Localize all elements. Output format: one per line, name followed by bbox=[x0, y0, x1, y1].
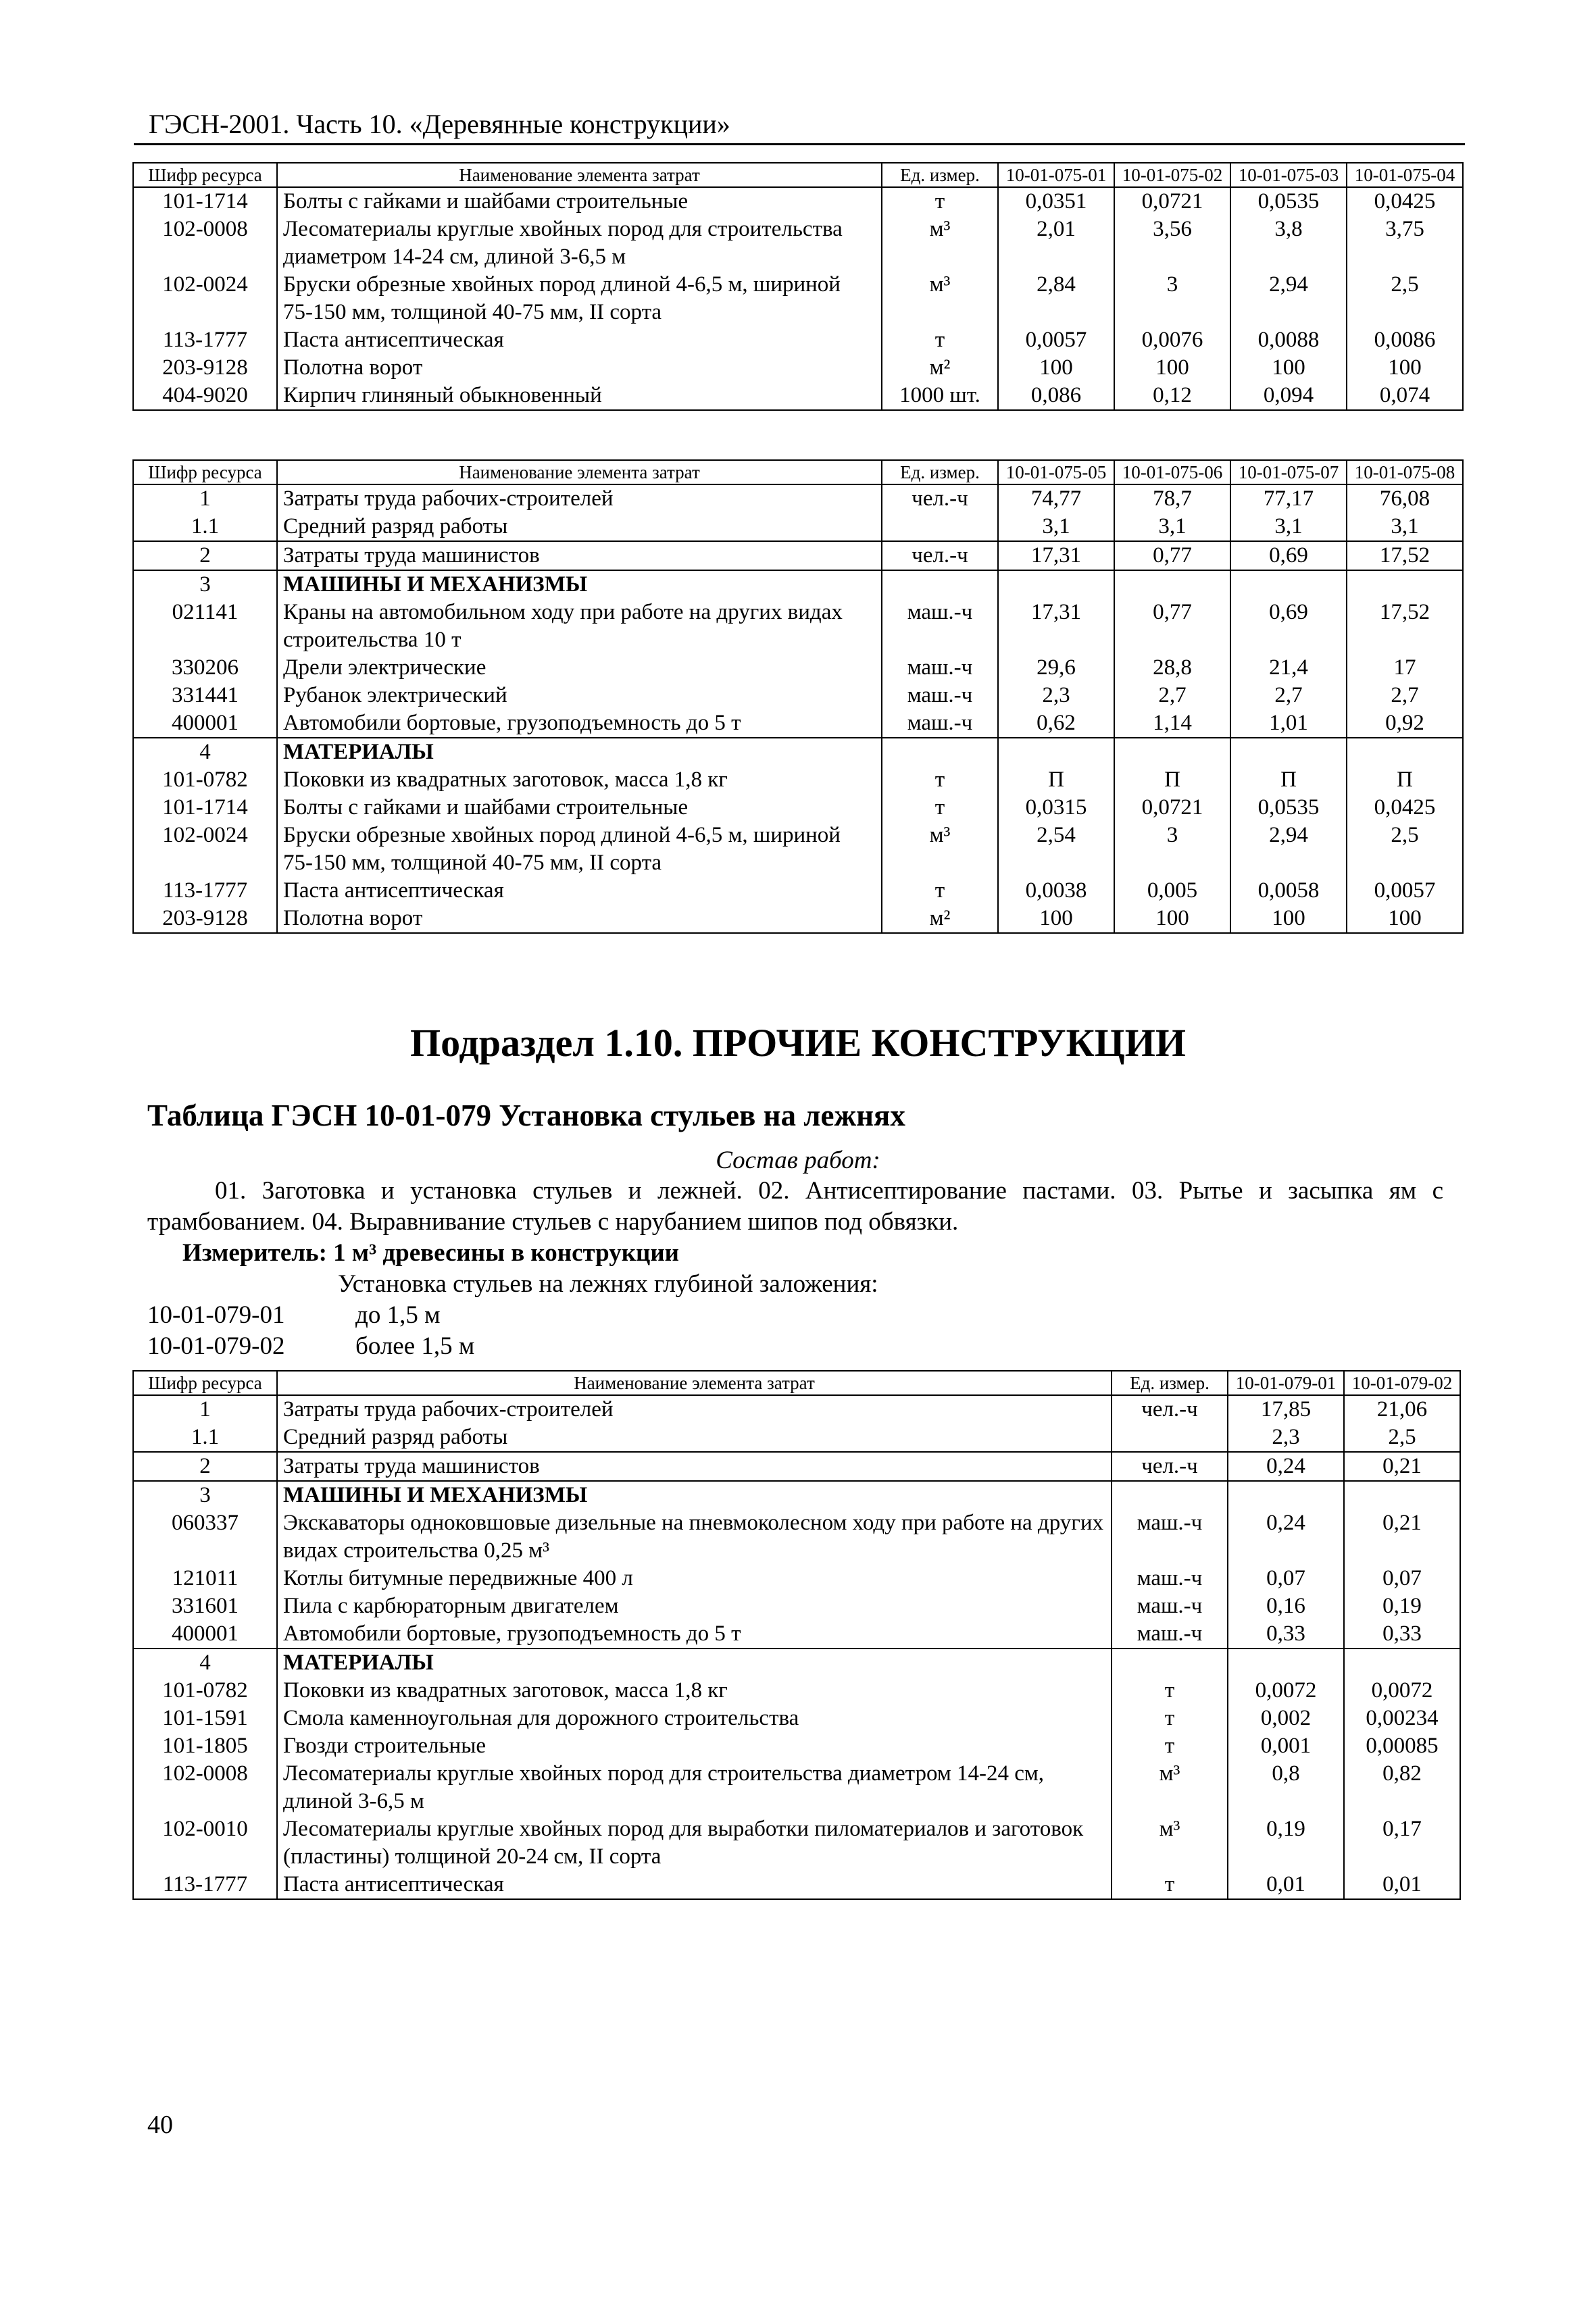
row-value: 2,7 bbox=[1230, 682, 1347, 709]
row-value: 17,31 bbox=[998, 599, 1114, 654]
table-row bbox=[133, 326, 1463, 354]
row-value: 2,94 bbox=[1230, 271, 1347, 326]
row-unit: м³ bbox=[882, 271, 998, 326]
row-name: МАШИНЫ И МЕХАНИЗМЫ bbox=[277, 570, 882, 599]
row-code: 060337 bbox=[133, 1509, 277, 1565]
row-code: 101-0782 bbox=[133, 1677, 277, 1705]
row-value: 0,12 bbox=[1114, 382, 1230, 410]
row-value: 76,08 bbox=[1347, 484, 1463, 513]
row-value: 0,0058 bbox=[1230, 877, 1347, 905]
table-row bbox=[133, 905, 1463, 933]
table-row bbox=[133, 354, 1463, 382]
row-value: 2,5 bbox=[1347, 271, 1463, 326]
row-value: П bbox=[1230, 766, 1347, 794]
row-code: 101-1714 bbox=[133, 794, 277, 822]
row-code: 331601 bbox=[133, 1592, 277, 1620]
row-code: 1 bbox=[133, 484, 277, 513]
row-value: 0,69 bbox=[1230, 541, 1347, 570]
row-code: 4 bbox=[133, 1649, 277, 1677]
row-name: Краны на автомобильном ходу при работе на других видах строительства 10 т bbox=[277, 599, 882, 654]
row-code: 330206 bbox=[133, 654, 277, 682]
table-row bbox=[133, 1732, 1460, 1760]
row-unit: т bbox=[882, 794, 998, 822]
row-value: 0,0086 bbox=[1347, 326, 1463, 354]
row-value: 0,0535 bbox=[1230, 187, 1347, 216]
row-code: 4 bbox=[133, 738, 277, 766]
table-row bbox=[133, 822, 1463, 877]
row-code: 021141 bbox=[133, 599, 277, 654]
row-name: Средний разряд работы bbox=[277, 1424, 1112, 1452]
row-value: 0,77 bbox=[1114, 541, 1230, 570]
row-name: Поковки из квадратных заготовок, масса 1,8 кг bbox=[277, 766, 882, 794]
row-value: 0,002 bbox=[1228, 1705, 1344, 1732]
row-value: 100 bbox=[1114, 354, 1230, 382]
table-row bbox=[133, 794, 1463, 822]
row-code: 2 bbox=[133, 541, 277, 570]
header-col: 10-01-075-04 bbox=[1347, 163, 1463, 187]
header-col: 10-01-075-01 bbox=[998, 163, 1114, 187]
table-row bbox=[133, 766, 1463, 794]
row-value: 0,0315 bbox=[998, 794, 1114, 822]
variant-code: 10-01-079-02 bbox=[147, 1332, 285, 1360]
row-name: Гвозди строительные bbox=[277, 1732, 1112, 1760]
row-value: 0,07 bbox=[1344, 1565, 1460, 1592]
row-value bbox=[1230, 570, 1347, 599]
table-row bbox=[133, 1649, 1460, 1677]
row-value bbox=[1228, 1649, 1344, 1677]
row-name: Полотна ворот bbox=[277, 354, 882, 382]
row-value: 0,07 bbox=[1228, 1565, 1344, 1592]
row-name: Кирпич глиняный обыкновенный bbox=[277, 382, 882, 410]
row-value: 0,086 bbox=[998, 382, 1114, 410]
header-col: 10-01-079-01 bbox=[1228, 1371, 1344, 1395]
row-value: 2,7 bbox=[1114, 682, 1230, 709]
row-name: Затраты труда рабочих-строителей bbox=[277, 1395, 1112, 1424]
header-code: Шифр ресурса bbox=[133, 163, 277, 187]
running-head: ГЭСН-2001. Часть 10. «Деревянные конструкции» bbox=[149, 109, 730, 139]
row-name: Болты с гайками и шайбами строительные bbox=[277, 187, 882, 216]
row-value: 0,094 bbox=[1230, 382, 1347, 410]
section-title: Подраздел 1.10. ПРОЧИЕ КОНСТРУКЦИИ bbox=[409, 1021, 1187, 1065]
variant-desc: более 1,5 м bbox=[355, 1332, 475, 1360]
row-value: 0,0425 bbox=[1347, 794, 1463, 822]
row-value: 17,52 bbox=[1347, 599, 1463, 654]
table-row bbox=[133, 599, 1463, 654]
row-value: 3,8 bbox=[1230, 216, 1347, 271]
row-name: Лесоматериалы круглые хвойных пород для строительства диаметром 14-24 см, длиной 3-6,5 м bbox=[277, 216, 882, 271]
row-value: 17,85 bbox=[1228, 1395, 1344, 1424]
row-code: 331441 bbox=[133, 682, 277, 709]
row-name: Затраты труда рабочих-строителей bbox=[277, 484, 882, 513]
row-name: Экскаваторы одноковшовые дизельные на пневмоколесном ходу при работе на других видах строительства 0,25 м³ bbox=[277, 1509, 1112, 1565]
header-unit: Ед. измер. bbox=[1112, 1371, 1228, 1395]
row-unit: м³ bbox=[1112, 1815, 1228, 1871]
header-col: 10-01-075-08 bbox=[1347, 460, 1463, 484]
row-value: 0,074 bbox=[1347, 382, 1463, 410]
row-value: 3,1 bbox=[1347, 513, 1463, 541]
row-name: МАТЕРИАЛЫ bbox=[277, 1649, 1112, 1677]
row-code: 400001 bbox=[133, 709, 277, 738]
table-row bbox=[133, 738, 1463, 766]
row-name: Бруски обрезные хвойных пород длиной 4-6,5 м, шириной 75-150 мм, толщиной 40-75 мм, II сорта bbox=[277, 271, 882, 326]
row-unit bbox=[882, 570, 998, 599]
row-value: 0,8 bbox=[1228, 1760, 1344, 1815]
row-unit: т bbox=[1112, 1705, 1228, 1732]
row-unit: маш.-ч bbox=[1112, 1509, 1228, 1565]
row-name: Поковки из квадратных заготовок, масса 1,8 кг bbox=[277, 1677, 1112, 1705]
row-value: 100 bbox=[1230, 905, 1347, 933]
row-value: 2,5 bbox=[1347, 822, 1463, 877]
header-col: 10-01-075-05 bbox=[998, 460, 1114, 484]
row-code: 113-1777 bbox=[133, 326, 277, 354]
row-unit: т bbox=[882, 766, 998, 794]
row-value: П bbox=[1347, 766, 1463, 794]
header-name: Наименование элемента затрат bbox=[277, 1371, 1112, 1395]
row-unit: м² bbox=[882, 905, 998, 933]
row-unit: т bbox=[1112, 1871, 1228, 1899]
row-code: 102-0010 bbox=[133, 1815, 277, 1871]
row-value: 2,84 bbox=[998, 271, 1114, 326]
row-name: Дрели электрические bbox=[277, 654, 882, 682]
header-col: 10-01-075-03 bbox=[1230, 163, 1347, 187]
row-value: 17 bbox=[1347, 654, 1463, 682]
row-value bbox=[1347, 570, 1463, 599]
table-row bbox=[133, 1424, 1460, 1452]
header-unit: Ед. измер. bbox=[882, 163, 998, 187]
row-value bbox=[998, 570, 1114, 599]
variant-code: 10-01-079-01 bbox=[147, 1301, 285, 1329]
row-unit bbox=[1112, 1481, 1228, 1509]
row-value: 100 bbox=[1114, 905, 1230, 933]
table-row bbox=[133, 709, 1463, 738]
row-value: 0,24 bbox=[1228, 1452, 1344, 1481]
row-value: 0,0057 bbox=[1347, 877, 1463, 905]
row-value: 0,33 bbox=[1228, 1620, 1344, 1649]
row-name: Автомобили бортовые, грузоподъемность до 5 т bbox=[277, 1620, 1112, 1649]
row-value: 2,3 bbox=[1228, 1424, 1344, 1452]
table-row bbox=[133, 271, 1463, 326]
table-row bbox=[133, 1815, 1460, 1871]
table-row bbox=[133, 570, 1463, 599]
row-value: 0,21 bbox=[1344, 1452, 1460, 1481]
row-value bbox=[1114, 738, 1230, 766]
row-value: 0,0072 bbox=[1344, 1677, 1460, 1705]
row-unit: т bbox=[882, 187, 998, 216]
row-value: 0,82 bbox=[1344, 1760, 1460, 1815]
row-value: 3 bbox=[1114, 822, 1230, 877]
header-code: Шифр ресурса bbox=[133, 1371, 277, 1395]
row-value: 78,7 bbox=[1114, 484, 1230, 513]
table-row bbox=[133, 187, 1463, 216]
table-row bbox=[133, 1760, 1460, 1815]
table-row bbox=[133, 654, 1463, 682]
row-code: 203-9128 bbox=[133, 905, 277, 933]
row-unit: чел.-ч bbox=[1112, 1452, 1228, 1481]
table-10-01-075-part1 bbox=[132, 162, 1464, 411]
table-row bbox=[133, 1871, 1460, 1899]
table-row bbox=[133, 1481, 1460, 1509]
table-row bbox=[133, 1509, 1460, 1565]
header-name: Наименование элемента затрат bbox=[277, 460, 882, 484]
row-unit bbox=[882, 738, 998, 766]
header-code: Шифр ресурса bbox=[133, 460, 277, 484]
table-row bbox=[133, 382, 1463, 410]
table-row bbox=[133, 1452, 1460, 1481]
row-name: Паста антисептическая bbox=[277, 326, 882, 354]
row-name: Паста антисептическая bbox=[277, 1871, 1112, 1899]
row-value bbox=[1344, 1481, 1460, 1509]
row-value: 1,01 bbox=[1230, 709, 1347, 738]
row-name: Затраты труда машинистов bbox=[277, 1452, 1112, 1481]
row-unit bbox=[1112, 1424, 1228, 1452]
row-code: 1 bbox=[133, 1395, 277, 1424]
table-10-01-075-part2 bbox=[132, 459, 1464, 934]
row-value: 0,0425 bbox=[1347, 187, 1463, 216]
header-col: 10-01-075-06 bbox=[1114, 460, 1230, 484]
row-code: 102-0008 bbox=[133, 216, 277, 271]
row-unit: чел.-ч bbox=[882, 541, 998, 570]
header-rule bbox=[134, 143, 1465, 145]
variant-desc: до 1,5 м bbox=[355, 1301, 441, 1329]
table-row bbox=[133, 682, 1463, 709]
table-row bbox=[133, 216, 1463, 271]
row-name: Смола каменноугольная для дорожного строительства bbox=[277, 1705, 1112, 1732]
row-code: 113-1777 bbox=[133, 877, 277, 905]
install-text: Установка стульев на лежнях глубиной заложения: bbox=[338, 1270, 878, 1298]
row-value: 17,52 bbox=[1347, 541, 1463, 570]
row-value: 29,6 bbox=[998, 654, 1114, 682]
row-name: Рубанок электрический bbox=[277, 682, 882, 709]
row-value: 3,75 bbox=[1347, 216, 1463, 271]
row-value: 0,0721 bbox=[1114, 794, 1230, 822]
row-code: 404-9020 bbox=[133, 382, 277, 410]
row-value: 0,17 bbox=[1344, 1815, 1460, 1871]
table-row bbox=[133, 877, 1463, 905]
row-value bbox=[998, 738, 1114, 766]
row-value: 74,77 bbox=[998, 484, 1114, 513]
row-value: 0,0721 bbox=[1114, 187, 1230, 216]
page-number: 40 bbox=[147, 2111, 173, 2139]
row-unit: м³ bbox=[882, 822, 998, 877]
table-row bbox=[133, 1620, 1460, 1649]
row-name: Пила с карбюраторным двигателем bbox=[277, 1592, 1112, 1620]
row-value: 0,0088 bbox=[1230, 326, 1347, 354]
table-row bbox=[133, 484, 1463, 513]
row-value: 0,62 bbox=[998, 709, 1114, 738]
row-code: 101-1714 bbox=[133, 187, 277, 216]
row-unit: 1000 шт. bbox=[882, 382, 998, 410]
row-code: 3 bbox=[133, 570, 277, 599]
row-code: 102-0008 bbox=[133, 1760, 277, 1815]
row-value: 0,01 bbox=[1344, 1871, 1460, 1899]
row-unit: маш.-ч bbox=[882, 682, 998, 709]
header-col: 10-01-075-02 bbox=[1114, 163, 1230, 187]
row-value: 0,77 bbox=[1114, 599, 1230, 654]
row-value: 0,16 bbox=[1228, 1592, 1344, 1620]
row-value: 0,00085 bbox=[1344, 1732, 1460, 1760]
row-code: 203-9128 bbox=[133, 354, 277, 382]
row-unit bbox=[1112, 1649, 1228, 1677]
row-unit: м³ bbox=[1112, 1760, 1228, 1815]
row-code: 121011 bbox=[133, 1565, 277, 1592]
row-name: МАШИНЫ И МЕХАНИЗМЫ bbox=[277, 1481, 1112, 1509]
row-unit: м³ bbox=[882, 216, 998, 271]
row-unit: маш.-ч bbox=[882, 599, 998, 654]
row-value: 100 bbox=[1347, 905, 1463, 933]
row-value: 0,33 bbox=[1344, 1620, 1460, 1649]
row-code: 102-0024 bbox=[133, 822, 277, 877]
row-code: 102-0024 bbox=[133, 271, 277, 326]
row-value: П bbox=[1114, 766, 1230, 794]
row-name: Лесоматериалы круглые хвойных пород для выработки пиломатериалов и заготовок (пластины) толщиной 20-24 см, II сорта bbox=[277, 1815, 1112, 1871]
row-value: 100 bbox=[998, 905, 1114, 933]
row-value: 17,31 bbox=[998, 541, 1114, 570]
row-value: 0,69 bbox=[1230, 599, 1347, 654]
row-unit: т bbox=[1112, 1677, 1228, 1705]
meter: Измеритель: 1 м³ древесины в конструкции bbox=[182, 1239, 679, 1267]
row-unit: м² bbox=[882, 354, 998, 382]
row-value: 0,21 bbox=[1344, 1509, 1460, 1565]
row-value: 3,56 bbox=[1114, 216, 1230, 271]
table-row bbox=[133, 541, 1463, 570]
row-value: 0,0076 bbox=[1114, 326, 1230, 354]
row-unit: т bbox=[882, 877, 998, 905]
row-value: 21,06 bbox=[1344, 1395, 1460, 1424]
row-unit bbox=[882, 513, 998, 541]
row-value: 3 bbox=[1114, 271, 1230, 326]
row-value: 0,0038 bbox=[998, 877, 1114, 905]
row-unit: маш.-ч bbox=[882, 654, 998, 682]
row-unit: т bbox=[882, 326, 998, 354]
row-value: 0,0351 bbox=[998, 187, 1114, 216]
row-value: 3,1 bbox=[998, 513, 1114, 541]
row-name: МАТЕРИАЛЫ bbox=[277, 738, 882, 766]
row-value: 2,7 bbox=[1347, 682, 1463, 709]
row-code: 3 bbox=[133, 1481, 277, 1509]
row-code: 101-1805 bbox=[133, 1732, 277, 1760]
row-value bbox=[1344, 1649, 1460, 1677]
row-value bbox=[1114, 570, 1230, 599]
row-code: 1.1 bbox=[133, 513, 277, 541]
row-code: 101-0782 bbox=[133, 766, 277, 794]
row-code: 101-1591 bbox=[133, 1705, 277, 1732]
row-name: Котлы битумные передвижные 400 л bbox=[277, 1565, 1112, 1592]
row-value: 2,3 bbox=[998, 682, 1114, 709]
row-value: 100 bbox=[1230, 354, 1347, 382]
row-unit: маш.-ч bbox=[882, 709, 998, 738]
row-value: П bbox=[998, 766, 1114, 794]
row-value bbox=[1230, 738, 1347, 766]
row-name: Автомобили бортовые, грузоподъемность до 5 т bbox=[277, 709, 882, 738]
table-10-01-079 bbox=[132, 1370, 1461, 1900]
row-value: 0,00234 bbox=[1344, 1705, 1460, 1732]
row-value: 0,0535 bbox=[1230, 794, 1347, 822]
works-heading: Состав работ: bbox=[716, 1147, 880, 1174]
row-value: 28,8 bbox=[1114, 654, 1230, 682]
row-unit: т bbox=[1112, 1732, 1228, 1760]
row-value: 0,01 bbox=[1228, 1871, 1344, 1899]
row-unit: маш.-ч bbox=[1112, 1565, 1228, 1592]
row-value bbox=[1228, 1481, 1344, 1509]
row-unit: маш.-ч bbox=[1112, 1592, 1228, 1620]
row-value: 21,4 bbox=[1230, 654, 1347, 682]
table-row bbox=[133, 1705, 1460, 1732]
table-row bbox=[133, 1565, 1460, 1592]
table-row bbox=[133, 1395, 1460, 1424]
row-name: Затраты труда машинистов bbox=[277, 541, 882, 570]
row-value: 2,54 bbox=[998, 822, 1114, 877]
row-value: 0,0057 bbox=[998, 326, 1114, 354]
row-value: 1,14 bbox=[1114, 709, 1230, 738]
table-row bbox=[133, 513, 1463, 541]
row-name: Полотна ворот bbox=[277, 905, 882, 933]
row-name: Лесоматериалы круглые хвойных пород для строительства диаметром 14-24 см, длиной 3-6,5 м bbox=[277, 1760, 1112, 1815]
works-text: 01. Заготовка и установка стульев и лежней. 02. Антисептирование пастами. 03. Рытье и засыпка ям с трамбованием. 04. Выравнивание стульев с нарубанием шипов под обвязки. bbox=[147, 1177, 1443, 1236]
header-name: Наименование элемента затрат bbox=[277, 163, 882, 187]
row-value: 2,94 bbox=[1230, 822, 1347, 877]
row-name: Средний разряд работы bbox=[277, 513, 882, 541]
header-col: 10-01-075-07 bbox=[1230, 460, 1347, 484]
row-value: 100 bbox=[998, 354, 1114, 382]
header-col: 10-01-079-02 bbox=[1344, 1371, 1460, 1395]
row-value: 0,19 bbox=[1228, 1815, 1344, 1871]
row-value: 100 bbox=[1347, 354, 1463, 382]
row-value: 0,19 bbox=[1344, 1592, 1460, 1620]
row-unit: чел.-ч bbox=[882, 484, 998, 513]
row-code: 400001 bbox=[133, 1620, 277, 1649]
row-unit: чел.-ч bbox=[1112, 1395, 1228, 1424]
row-value: 0,005 bbox=[1114, 877, 1230, 905]
row-value: 0,001 bbox=[1228, 1732, 1344, 1760]
row-value: 2,01 bbox=[998, 216, 1114, 271]
row-value: 2,5 bbox=[1344, 1424, 1460, 1452]
row-value: 0,0072 bbox=[1228, 1677, 1344, 1705]
row-value: 77,17 bbox=[1230, 484, 1347, 513]
row-code: 113-1777 bbox=[133, 1871, 277, 1899]
row-name: Болты с гайками и шайбами строительные bbox=[277, 794, 882, 822]
row-code: 1.1 bbox=[133, 1424, 277, 1452]
row-value: 0,92 bbox=[1347, 709, 1463, 738]
table-title: Таблица ГЭСН 10-01-079 Установка стульев на лежнях bbox=[147, 1099, 905, 1132]
header-unit: Ед. измер. bbox=[882, 460, 998, 484]
row-unit: маш.-ч bbox=[1112, 1620, 1228, 1649]
table-row bbox=[133, 1592, 1460, 1620]
row-value: 0,24 bbox=[1228, 1509, 1344, 1565]
row-value: 3,1 bbox=[1230, 513, 1347, 541]
row-value bbox=[1347, 738, 1463, 766]
row-value: 3,1 bbox=[1114, 513, 1230, 541]
row-name: Паста антисептическая bbox=[277, 877, 882, 905]
row-name: Бруски обрезные хвойных пород длиной 4-6,5 м, шириной 75-150 мм, толщиной 40-75 мм, II сорта bbox=[277, 822, 882, 877]
table-row bbox=[133, 1677, 1460, 1705]
row-code: 2 bbox=[133, 1452, 277, 1481]
